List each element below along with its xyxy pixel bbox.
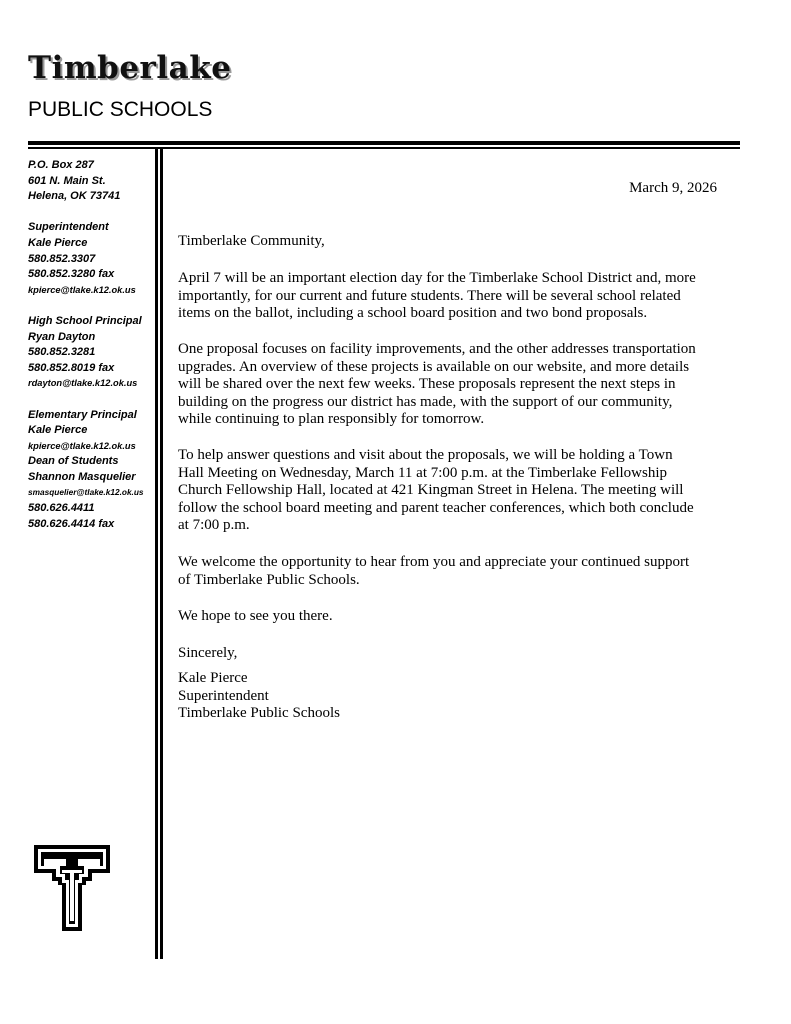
text-line: We welcome the opportunity to hear from you and appreciate your continued support [178,554,690,570]
text-line: items on the ballot, including a school board position and two bond proposals. [178,305,648,322]
contact-role: Elementary Principal [28,408,137,421]
header-divider [28,141,740,145]
letter-date: March 9, 2026 [629,180,717,196]
text-line: follow the school board meeting and parent teacher conferences, which both conclude [178,499,694,516]
contact-name: Kale Pierce [28,236,88,249]
header-divider-thin [28,147,740,149]
letter-paragraph-4 [178,554,689,589]
contact-fax: 580.626.4414 fax [28,517,115,530]
contact-phone: 580.626.4411 [28,502,95,515]
contact-name: Kale Pierce [28,424,88,437]
sidebar-divider-inner [160,147,163,959]
sidebar-divider [155,147,158,959]
letter-paragraph-5: We hope to see you there. [178,608,333,624]
text-line: To help answer questions and visit about the proposals, we will be holding a Town [178,447,673,463]
text-line: upgrades. An overview of these projects is available on our website, and more details [178,358,690,375]
text-line: Hall Meeting on Wednesday, March 11 at 7:00 p.m. at the Timberlake Fellowship [178,464,667,481]
text-line: at 7:00 p.m. [178,517,250,534]
contact-fax: 580.852.8019 fax [28,361,115,374]
contact-role: Dean of Students [28,455,119,468]
text-line: April 7 will be an important election day for the Timberlake School District and, more [178,270,696,286]
letter-paragraph-3 [178,447,694,535]
letter-signature [178,670,340,723]
text-line: of Timberlake Public Schools. [178,571,360,588]
contact-name: Shannon Masquelier [28,470,136,483]
letter-closing: Sincerely, [178,645,238,661]
contact-email: kpierce@tlake.k12.ok.us [28,284,136,295]
contact-name: Ryan Dayton [28,330,96,343]
letter-paragraph-1 [178,270,696,323]
text-line: One proposal focuses on facility improvements, and the other addresses transportation [178,341,696,357]
text-line: Church Fellowship Hall, located at 421 Kingman Street in Helena. The meeting will [178,482,684,499]
text-line: building on the progress our district has made, with the support of our community, [178,393,673,410]
contact-role: Superintendent [28,221,109,234]
signer-organization: Timberlake Public Schools [178,705,340,722]
contact-phone: 580.852.3281 [28,346,96,359]
letter-greeting: Timberlake Community, [178,233,325,249]
contact-phone: 580.852.3307 [28,252,96,265]
address-line: P.O. Box 287 [28,159,94,171]
signer-name: Kale Pierce [178,670,248,686]
contact-role: High School Principal [28,314,142,327]
sidebar-contacts [28,158,144,532]
district-subtitle: PUBLIC SCHOOLS [28,98,213,121]
contact-email: kpierce@tlake.k12.ok.us [28,440,136,451]
address-line: 601 N. Main St. [28,174,106,187]
double-t-logo-icon [32,843,112,940]
address-line: Helena, OK 73741 [28,190,121,203]
contact-email: rdayton@tlake.k12.ok.us [28,378,138,389]
contact-email: smasquelier@tlake.k12.ok.us [28,487,144,498]
district-logo-title: Timberlake [28,50,232,86]
text-line: while continuing to plan responsibly for tomorrow. [178,411,485,428]
letter-paragraph-2 [178,341,696,429]
text-line: will be shared over the next few weeks. These proposals represent the next steps in [178,376,676,393]
text-line: importantly, for our current and future students. There will be several school related [178,287,681,304]
signer-title: Superintendent [178,687,269,704]
contact-fax: 580.852.3280 fax [28,268,115,281]
